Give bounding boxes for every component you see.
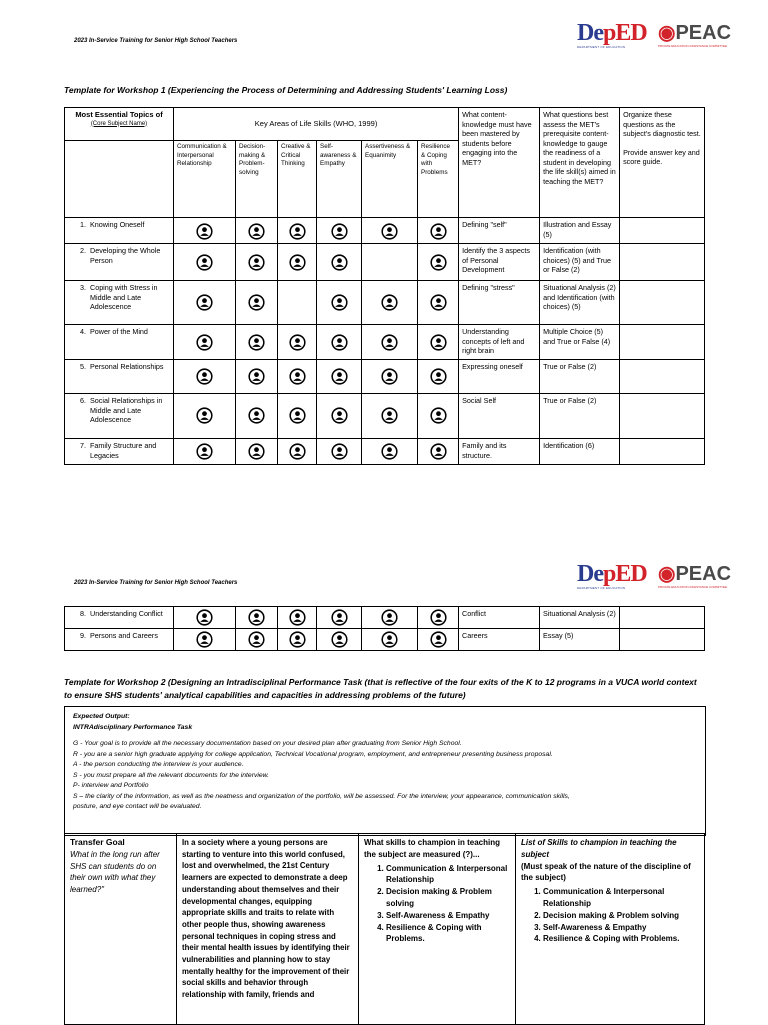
skill-cell — [174, 281, 236, 325]
deped-logo-ped: pED — [602, 20, 647, 46]
skill-cell — [362, 281, 418, 325]
person-icon — [331, 609, 348, 626]
person-icon — [331, 294, 348, 311]
content-cell: Social Self — [459, 394, 540, 439]
table-row — [65, 629, 705, 651]
skill-cell — [317, 218, 362, 244]
skill-cell — [362, 325, 418, 360]
list-item: 1. Communication & Interpersonal Relationship — [386, 863, 510, 887]
skills-champion-sub: (Must speak of the nature of the discipline of the subject) — [521, 861, 691, 883]
skill-cell — [317, 244, 362, 281]
skill-cell — [418, 394, 459, 439]
person-icon — [430, 223, 447, 240]
table-row — [65, 218, 705, 244]
content-cell: Expressing oneself — [459, 360, 540, 394]
organize-header — [620, 108, 705, 218]
organize-text: Organize these questions as the subject's diagnostic test. — [623, 110, 701, 138]
organize-text-2: Provide answer key and score guide. — [623, 147, 700, 166]
organize-cell — [620, 281, 705, 325]
skills-champion-title: List of Skills to champion in teaching the subject — [521, 838, 677, 859]
header-training-text: 2023 In-Service Training for Senior High School Teachers — [74, 580, 238, 586]
skill-cell — [236, 360, 278, 394]
topic-text: Social Relationships in Middle and Late Adolescence — [90, 396, 163, 424]
skills-champion-cell — [516, 834, 705, 1025]
col-topics-header — [65, 108, 174, 141]
person-icon — [430, 254, 447, 271]
skill-header: Communication & Interpersonal Relationship — [174, 141, 236, 218]
person-icon — [331, 334, 348, 351]
person-icon — [196, 631, 213, 648]
topic-cell — [65, 281, 174, 325]
skill-cell — [174, 394, 236, 439]
grasps-situation: S - you must prepare all the relevant documents for the interview. — [73, 771, 270, 779]
peac-logo: ◉PEAC PRIVATE EDUCATION ASSISTANCE COMMITTEE — [658, 563, 732, 589]
skill-cell — [174, 325, 236, 360]
skill-cell — [236, 281, 278, 325]
questions-cell: Essay (5) — [540, 629, 620, 651]
content-cell: Family and its structure. — [459, 439, 540, 465]
transfer-goal-label: Transfer Goal — [70, 837, 125, 847]
skill-cell — [362, 218, 418, 244]
skill-cell — [418, 244, 459, 281]
topic-cell — [65, 218, 174, 244]
person-icon — [430, 407, 447, 424]
skills-measured-cell — [359, 834, 516, 1025]
topic-cell — [65, 439, 174, 465]
person-icon — [248, 407, 265, 424]
skill-cell — [236, 325, 278, 360]
person-icon — [381, 609, 398, 626]
grasps-audience: A - the person conducting the interview is your audience. — [73, 761, 244, 768]
skill-cell — [278, 629, 317, 651]
skill-cell — [317, 325, 362, 360]
skill-cell — [236, 439, 278, 465]
person-icon — [196, 294, 213, 311]
organize-cell — [620, 629, 705, 651]
topic-text: Understanding Conflict — [90, 609, 163, 618]
peac-logo-name: PEAC — [675, 22, 732, 44]
organize-cell — [620, 325, 705, 360]
skill-header: Self-awareness & Empathy — [317, 141, 362, 218]
person-icon — [196, 407, 213, 424]
skill-cell — [236, 629, 278, 651]
peac-logo-sub: PRIVATE EDUCATION ASSISTANCE COMMITTEE — [658, 44, 727, 48]
table-row — [65, 281, 705, 325]
questions-cell: Illustration and Essay (5) — [540, 218, 620, 244]
skill-cell — [278, 394, 317, 439]
grasps-role: R - you are a senior high graduate applying for college application, Technical Vocational program, employment, and entrepreneur presenting business proposal. — [73, 750, 553, 758]
expected-output-label: Expected Output: — [73, 713, 130, 720]
person-icon — [196, 254, 213, 271]
skill-cell — [418, 439, 459, 465]
skill-cell — [174, 218, 236, 244]
skill-cell — [362, 607, 418, 629]
organize-cell — [620, 218, 705, 244]
person-icon — [289, 407, 306, 424]
person-icon — [289, 334, 306, 351]
skill-cell — [362, 629, 418, 651]
skill-cell — [174, 360, 236, 394]
skill-cell — [317, 629, 362, 651]
workshop1-table-continued — [64, 606, 705, 651]
person-icon — [430, 334, 447, 351]
topic-text: Personal Relationships — [90, 362, 164, 371]
skill-cell — [362, 360, 418, 394]
person-icon — [381, 334, 398, 351]
skills-measured-question: What skills to champion in teaching the subject are measured (?)... — [364, 838, 501, 859]
questions-cell: Identification (with choices) (5) and True or False (2) — [540, 244, 620, 281]
list-item: 4. Resilience & Coping with Problems. — [543, 933, 699, 945]
deped-logo — [577, 562, 647, 590]
person-icon — [289, 368, 306, 385]
person-icon — [430, 609, 447, 626]
workshop1-title: Template for Workshop 1 (Experiencing the Process of Determining and Addressing Students' Learning Loss) — [64, 85, 508, 95]
content-header: What content-knowledge must have been mastered by students before engaging into the MET? — [459, 108, 540, 218]
topic-number: 5. — [80, 362, 86, 371]
narrative-cell: In a society where a young persons are starting to venture into this world confused, lost and overwhelmed, the 21st Century learners are expected to demonstrate a deep understanding about themselves and their developmental changes, equipping appropriate skills and traits to relate with other people thus, showing awareness personal techniques in coping stress and their mental health issues by identifying their vulnerabilities and planning how to stay mentally healthy for the improvement of their social skills and behavior through relationship with family, friends and — [177, 834, 359, 1025]
key-areas-header: Key Areas of Life Skills (WHO, 1999) — [174, 108, 459, 141]
topic-text: Coping with Stress in Middle and Late Adolescence — [90, 283, 158, 311]
table-row — [65, 607, 705, 629]
questions-cell: Situational Analysis (2) — [540, 607, 620, 629]
topic-number: 6. — [80, 396, 86, 405]
topic-text: Persons and Careers — [90, 631, 158, 640]
skill-cell — [317, 439, 362, 465]
skill-cell — [236, 218, 278, 244]
person-icon — [248, 334, 265, 351]
person-icon — [331, 223, 348, 240]
skill-cell — [236, 607, 278, 629]
person-icon — [331, 254, 348, 271]
content-cell: Defining "self" — [459, 218, 540, 244]
questions-cell: True or False (2) — [540, 394, 620, 439]
skill-cell — [418, 360, 459, 394]
list-item: 2. Decision making & Problem solving — [543, 910, 699, 922]
organize-cell — [620, 244, 705, 281]
skill-cell — [236, 244, 278, 281]
grasps-goal: G - Your goal is to provide all the necessary documentation based on your desired plan after graduating from Senior High School. — [73, 740, 462, 747]
topic-number: 3. — [80, 283, 86, 292]
skill-cell — [418, 281, 459, 325]
deped-logo-ped: pED — [602, 561, 647, 587]
topic-text: Family Structure and Legacies — [90, 441, 157, 460]
person-icon — [430, 368, 447, 385]
deped-logo-de: De — [577, 561, 603, 587]
table-row — [65, 244, 705, 281]
skill-cell — [418, 607, 459, 629]
topic-cell — [65, 360, 174, 394]
topic-number: 4. — [80, 327, 86, 336]
topic-number: 1. — [80, 220, 86, 229]
person-icon — [331, 368, 348, 385]
person-icon — [381, 407, 398, 424]
peac-logo-name: PEAC — [675, 563, 732, 585]
person-icon — [196, 443, 213, 460]
topic-number: 7. — [80, 441, 86, 450]
peac-logo: ◉PEAC PRIVATE EDUCATION ASSISTANCE COMMITTEE — [658, 22, 732, 48]
topic-cell — [65, 394, 174, 439]
col-topics-sub: (Core Subject Name) — [90, 120, 148, 127]
topic-number: 2. — [80, 246, 86, 255]
person-icon — [430, 294, 447, 311]
list-item: 2. Decision making & Problem solving — [386, 886, 510, 910]
table-row — [65, 394, 705, 439]
skill-cell — [236, 394, 278, 439]
topic-number: 9. — [80, 631, 86, 640]
person-icon — [289, 254, 306, 271]
person-icon — [381, 368, 398, 385]
topic-text: Knowing Oneself — [90, 220, 145, 229]
content-cell: Careers — [459, 629, 540, 651]
skill-cell — [278, 360, 317, 394]
workshop1-table — [64, 107, 705, 465]
organize-cell — [620, 360, 705, 394]
list-item: 4. Resilience & Coping with Problems. — [386, 922, 510, 946]
grasps-standards: S – the clarity of the information, as well as the neatness and organization of the portfolio, will be assessed. For the interview, your appearance, communication skills, — [73, 792, 570, 800]
workshop2-title: Template for Workshop 2 (Designing an Intradisciplinal Performance Task (that is reflective of the four exits of the K to 12 programs in a VUCA world context to ensure SHS students' analytical capabilities and capacities in addressing problems of the future) — [64, 677, 697, 700]
skill-cell — [174, 244, 236, 281]
person-icon — [430, 631, 447, 648]
topic-number: 8. — [80, 609, 86, 618]
content-cell: Identify the 3 aspects of Personal Development — [459, 244, 540, 281]
list-item: 1. Communication & Interpersonal Relationship — [543, 886, 699, 910]
person-icon — [248, 368, 265, 385]
empty-cell — [65, 141, 174, 218]
person-icon — [331, 443, 348, 460]
skill-cell — [278, 244, 317, 281]
person-icon — [248, 294, 265, 311]
deped-logo-sub: DEPARTMENT OF EDUCATION — [577, 586, 626, 590]
content-cell: Defining "stress" — [459, 281, 540, 325]
content-cell: Conflict — [459, 607, 540, 629]
topic-cell — [65, 325, 174, 360]
skill-header: Creative & Critical Thinking — [278, 141, 317, 218]
expected-output-box — [64, 706, 706, 836]
skill-cell — [317, 394, 362, 439]
topic-cell — [65, 244, 174, 281]
skill-header: Decision-making & Problem-solving — [236, 141, 278, 218]
skill-cell — [278, 607, 317, 629]
organize-cell — [620, 439, 705, 465]
organize-cell — [620, 394, 705, 439]
topic-cell — [65, 607, 174, 629]
topic-cell — [65, 629, 174, 651]
deped-logo-sub: DEPARTMENT OF EDUCATION — [577, 45, 626, 49]
person-icon — [248, 443, 265, 460]
person-icon — [381, 443, 398, 460]
transfer-goal-cell — [65, 834, 177, 1025]
deped-logo-de: De — [577, 20, 603, 46]
skill-cell — [278, 281, 317, 325]
topic-text: Developing the Whole Person — [90, 246, 161, 265]
skill-cell — [174, 629, 236, 651]
expected-output-title: INTRAdisciplinary Performance Task — [73, 723, 193, 731]
questions-cell: True or False (2) — [540, 360, 620, 394]
workshop2-table — [64, 833, 705, 1025]
person-icon — [196, 223, 213, 240]
person-icon — [381, 631, 398, 648]
person-icon — [196, 609, 213, 626]
skill-header: Resilience & Coping with Problems — [418, 141, 459, 218]
table-row — [65, 439, 705, 465]
skill-cell — [317, 281, 362, 325]
skill-cell — [174, 607, 236, 629]
topic-text: Power of the Mind — [90, 327, 148, 336]
questions-cell: Situational Analysis (2) and Identification (with choices) (5) — [540, 281, 620, 325]
person-icon — [289, 223, 306, 240]
questions-cell: Multiple Choice (5) and True or False (4) — [540, 325, 620, 360]
person-icon — [248, 223, 265, 240]
grasps-product: P- interview and Portfolio — [73, 782, 149, 789]
person-icon — [196, 334, 213, 351]
person-icon — [381, 294, 398, 311]
person-icon — [331, 631, 348, 648]
person-icon — [196, 368, 213, 385]
skill-cell — [278, 325, 317, 360]
transfer-goal-question: What in the long run after SHS can students do on their own with what they learned?" — [70, 849, 160, 895]
person-icon — [430, 443, 447, 460]
skill-cell — [418, 218, 459, 244]
skill-cell — [317, 607, 362, 629]
person-icon — [331, 407, 348, 424]
deped-logo — [577, 21, 647, 49]
person-icon — [248, 254, 265, 271]
skill-cell — [317, 360, 362, 394]
table-row — [65, 325, 705, 360]
person-icon — [289, 609, 306, 626]
col-topics-label: Most Essential Topics of — [75, 110, 163, 119]
questions-cell: Identification (6) — [540, 439, 620, 465]
person-icon — [248, 631, 265, 648]
skill-cell — [362, 244, 418, 281]
skill-cell — [174, 439, 236, 465]
person-icon — [248, 609, 265, 626]
table-row — [65, 360, 705, 394]
skill-cell — [362, 439, 418, 465]
skill-cell — [418, 629, 459, 651]
grasps-standards-cont: posture, and eye contact will be evaluated. — [73, 803, 202, 810]
list-item: 3. Self-Awareness & Empathy — [543, 922, 699, 934]
questions-header: What questions best assess the MET's prerequisite content-knowledge to gauge the readiness of a student in developing the life skill(s) aimed in teaching the MET? — [540, 108, 620, 218]
skill-cell — [278, 439, 317, 465]
peac-logo-sub: PRIVATE EDUCATION ASSISTANCE COMMITTEE — [658, 585, 727, 589]
skill-cell — [418, 325, 459, 360]
person-icon — [289, 443, 306, 460]
skill-cell — [278, 218, 317, 244]
header-training-text: 2023 In-Service Training for Senior High School Teachers — [74, 38, 238, 44]
organize-cell — [620, 607, 705, 629]
list-item: 3. Self-Awareness & Empathy — [386, 910, 510, 922]
person-icon — [381, 223, 398, 240]
skill-header: Assertiveness & Equanimity — [362, 141, 418, 218]
content-cell: Understanding concepts of left and right brain — [459, 325, 540, 360]
person-icon — [289, 631, 306, 648]
skill-cell — [362, 394, 418, 439]
